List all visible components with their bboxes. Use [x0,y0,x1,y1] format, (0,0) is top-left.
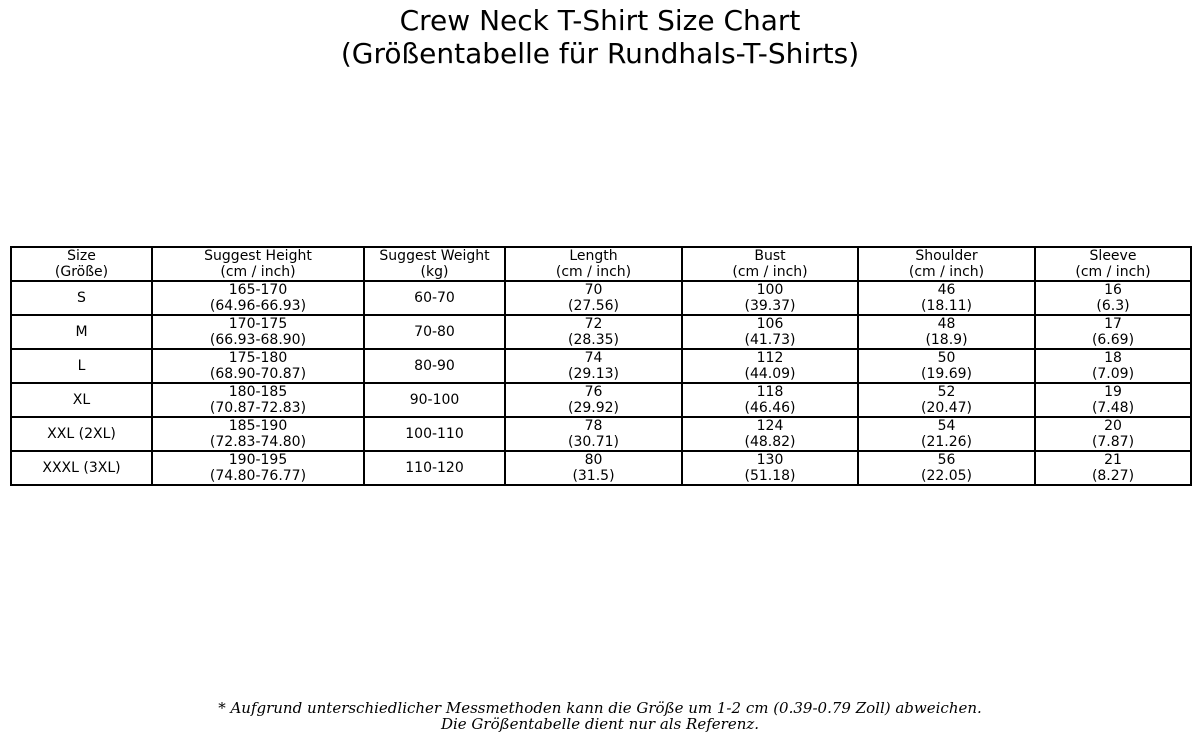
cell-value-height-cm: 185-190 [228,418,288,434]
cell-sleeve [1035,349,1191,383]
cell-value-height-cm: 180-185 [228,384,288,400]
header-bust [682,247,858,281]
cell-value-height-in: (70.87-72.83) [209,400,307,416]
cell-suggest-height [152,349,364,383]
header-suggest-height [152,247,364,281]
cell-value-bust-cm: 124 [756,418,784,434]
cell-value-sleeve-in: (7.87) [1091,434,1135,450]
cell-suggest-weight [364,349,505,383]
cell-value-shoulder-cm: 46 [937,282,956,298]
cell-bust [682,417,858,451]
header-suggest-weight-line2: (kg) [420,264,449,280]
header-sleeve-line2: (cm / inch) [1075,264,1151,280]
cell-value-shoulder-in: (18.11) [920,298,972,314]
cell-value-weight: 70-80 [414,324,455,340]
table-row [11,383,1191,417]
cell-value-length-cm: 76 [584,384,603,400]
cell-suggest-height [152,451,364,485]
cell-value-bust-in: (41.73) [744,332,796,348]
cell-value-weight: 60-70 [414,290,455,306]
header-bust-line2: (cm / inch) [732,264,808,280]
cell-value-length-in: (28.35) [567,332,619,348]
cell-value-shoulder-cm: 50 [937,350,956,366]
table-row [11,281,1191,315]
cell-value-height-cm: 175-180 [228,350,288,366]
header-length [505,247,682,281]
table-header-row [11,247,1191,281]
cell-length [505,383,682,417]
cell-length [505,417,682,451]
cell-sleeve [1035,315,1191,349]
cell-value-shoulder-cm: 54 [937,418,956,434]
table-body [11,281,1191,485]
cell-value-length-in: (29.13) [567,366,619,382]
page-title-line-2: (Größentabelle für Rundhals-T-Shirts) [340,37,860,70]
cell-shoulder [858,383,1035,417]
page-title-line-1: Crew Neck T-Shirt Size Chart [399,4,801,37]
cell-size [11,383,152,417]
cell-value-sleeve-cm: 20 [1104,418,1122,434]
cell-value-length-in: (30.71) [567,434,619,450]
cell-suggest-height [152,383,364,417]
cell-value-sleeve-in: (8.27) [1091,468,1135,484]
cell-suggest-height [152,315,364,349]
cell-value-size: S [77,290,86,306]
cell-value-sleeve-in: (6.3) [1096,298,1130,314]
cell-value-shoulder-cm: 52 [937,384,956,400]
header-shoulder [858,247,1035,281]
cell-value-sleeve-in: (7.09) [1091,366,1135,382]
cell-value-bust-in: (48.82) [744,434,796,450]
cell-value-height-in: (74.80-76.77) [209,468,307,484]
header-suggest-weight-line1: Suggest Weight [379,248,490,264]
header-suggest-height-line2: (cm / inch) [220,264,296,280]
cell-value-weight: 80-90 [414,358,455,374]
cell-size [11,451,152,485]
cell-value-length-in: (31.5) [572,468,615,484]
cell-suggest-weight [364,281,505,315]
cell-value-length-in: (29.92) [567,400,619,416]
cell-value-height-in: (68.90-70.87) [209,366,307,382]
table-row [11,349,1191,383]
page-title [0,4,1200,70]
cell-shoulder [858,281,1035,315]
cell-value-height-in: (72.83-74.80) [209,434,307,450]
header-size [11,247,152,281]
cell-value-shoulder-in: (21.26) [920,434,972,450]
cell-value-weight: 100-110 [405,426,464,442]
cell-sleeve [1035,281,1191,315]
cell-value-bust-cm: 130 [756,452,784,468]
cell-bust [682,315,858,349]
cell-value-shoulder-in: (20.47) [920,400,972,416]
cell-suggest-weight [364,417,505,451]
footnote [0,700,1200,732]
cell-value-bust-in: (44.09) [744,366,796,382]
cell-value-bust-cm: 100 [756,282,784,298]
cell-value-size: XL [72,392,91,408]
cell-suggest-weight [364,315,505,349]
cell-sleeve [1035,417,1191,451]
cell-bust [682,383,858,417]
cell-value-bust-cm: 112 [756,350,784,366]
cell-value-size: XXXL (3XL) [42,460,121,476]
cell-value-size: XXL (2XL) [47,426,116,442]
cell-length [505,349,682,383]
cell-value-height-cm: 165-170 [228,282,288,298]
cell-value-length-cm: 74 [584,350,603,366]
cell-suggest-height [152,417,364,451]
cell-shoulder [858,417,1035,451]
cell-value-shoulder-cm: 48 [937,316,956,332]
cell-value-length-cm: 70 [584,282,603,298]
cell-value-length-in: (27.56) [567,298,619,314]
cell-shoulder [858,315,1035,349]
cell-value-weight: 90-100 [409,392,460,408]
header-size-line2: (Größe) [54,264,109,280]
header-shoulder-line1: Shoulder [915,248,978,264]
cell-value-sleeve-cm: 16 [1104,282,1122,298]
cell-value-shoulder-in: (18.9) [925,332,968,348]
cell-value-size: L [77,358,86,374]
cell-value-height-in: (64.96-66.93) [209,298,307,314]
cell-value-height-in: (66.93-68.90) [209,332,307,348]
cell-value-bust-in: (39.37) [744,298,796,314]
cell-value-length-cm: 72 [584,316,603,332]
footnote-line-1: * Aufgrund unterschiedlicher Messmethoden kann die Größe um 1-2 cm (0.39-0.79 Zoll) abweichen. [218,699,982,717]
cell-value-height-cm: 170-175 [228,316,288,332]
cell-size [11,281,152,315]
table-row [11,451,1191,485]
header-shoulder-line2: (cm / inch) [908,264,985,280]
cell-value-bust-in: (46.46) [744,400,796,416]
header-sleeve-line1: Sleeve [1089,248,1137,264]
size-chart-table [10,246,1192,486]
cell-value-bust-in: (51.18) [744,468,796,484]
cell-length [505,315,682,349]
table-row [11,315,1191,349]
cell-value-weight: 110-120 [405,460,464,476]
cell-size [11,315,152,349]
cell-suggest-weight [364,383,505,417]
header-suggest-weight [364,247,505,281]
cell-bust [682,451,858,485]
cell-value-sleeve-in: (6.69) [1091,332,1135,348]
cell-value-bust-cm: 118 [756,384,784,400]
cell-length [505,281,682,315]
cell-sleeve [1035,383,1191,417]
header-length-line2: (cm / inch) [555,264,632,280]
cell-length [505,451,682,485]
cell-value-sleeve-cm: 17 [1104,316,1122,332]
cell-value-bust-cm: 106 [756,316,784,332]
cell-value-length-cm: 78 [584,418,603,434]
table-row [11,417,1191,451]
cell-suggest-weight [364,451,505,485]
header-suggest-height-line1: Suggest Height [204,248,312,264]
cell-value-sleeve-cm: 21 [1104,452,1122,468]
cell-sleeve [1035,451,1191,485]
cell-size [11,417,152,451]
cell-value-sleeve-cm: 19 [1104,384,1122,400]
cell-size [11,349,152,383]
header-size-line1: Size [67,248,96,264]
header-bust-line1: Bust [754,248,786,264]
cell-shoulder [858,349,1035,383]
header-sleeve [1035,247,1191,281]
cell-value-shoulder-in: (19.69) [920,366,972,382]
cell-value-size: M [75,324,88,340]
cell-value-shoulder-cm: 56 [937,452,956,468]
cell-value-sleeve-cm: 18 [1104,350,1122,366]
cell-value-height-cm: 190-195 [228,452,288,468]
cell-bust [682,281,858,315]
cell-bust [682,349,858,383]
cell-suggest-height [152,281,364,315]
cell-value-shoulder-in: (22.05) [920,468,972,484]
cell-value-length-cm: 80 [584,452,603,468]
cell-shoulder [858,451,1035,485]
cell-value-sleeve-in: (7.48) [1091,400,1135,416]
footnote-line-2: Die Größentabelle dient nur als Referenz. [440,715,760,733]
header-length-line1: Length [569,248,618,264]
